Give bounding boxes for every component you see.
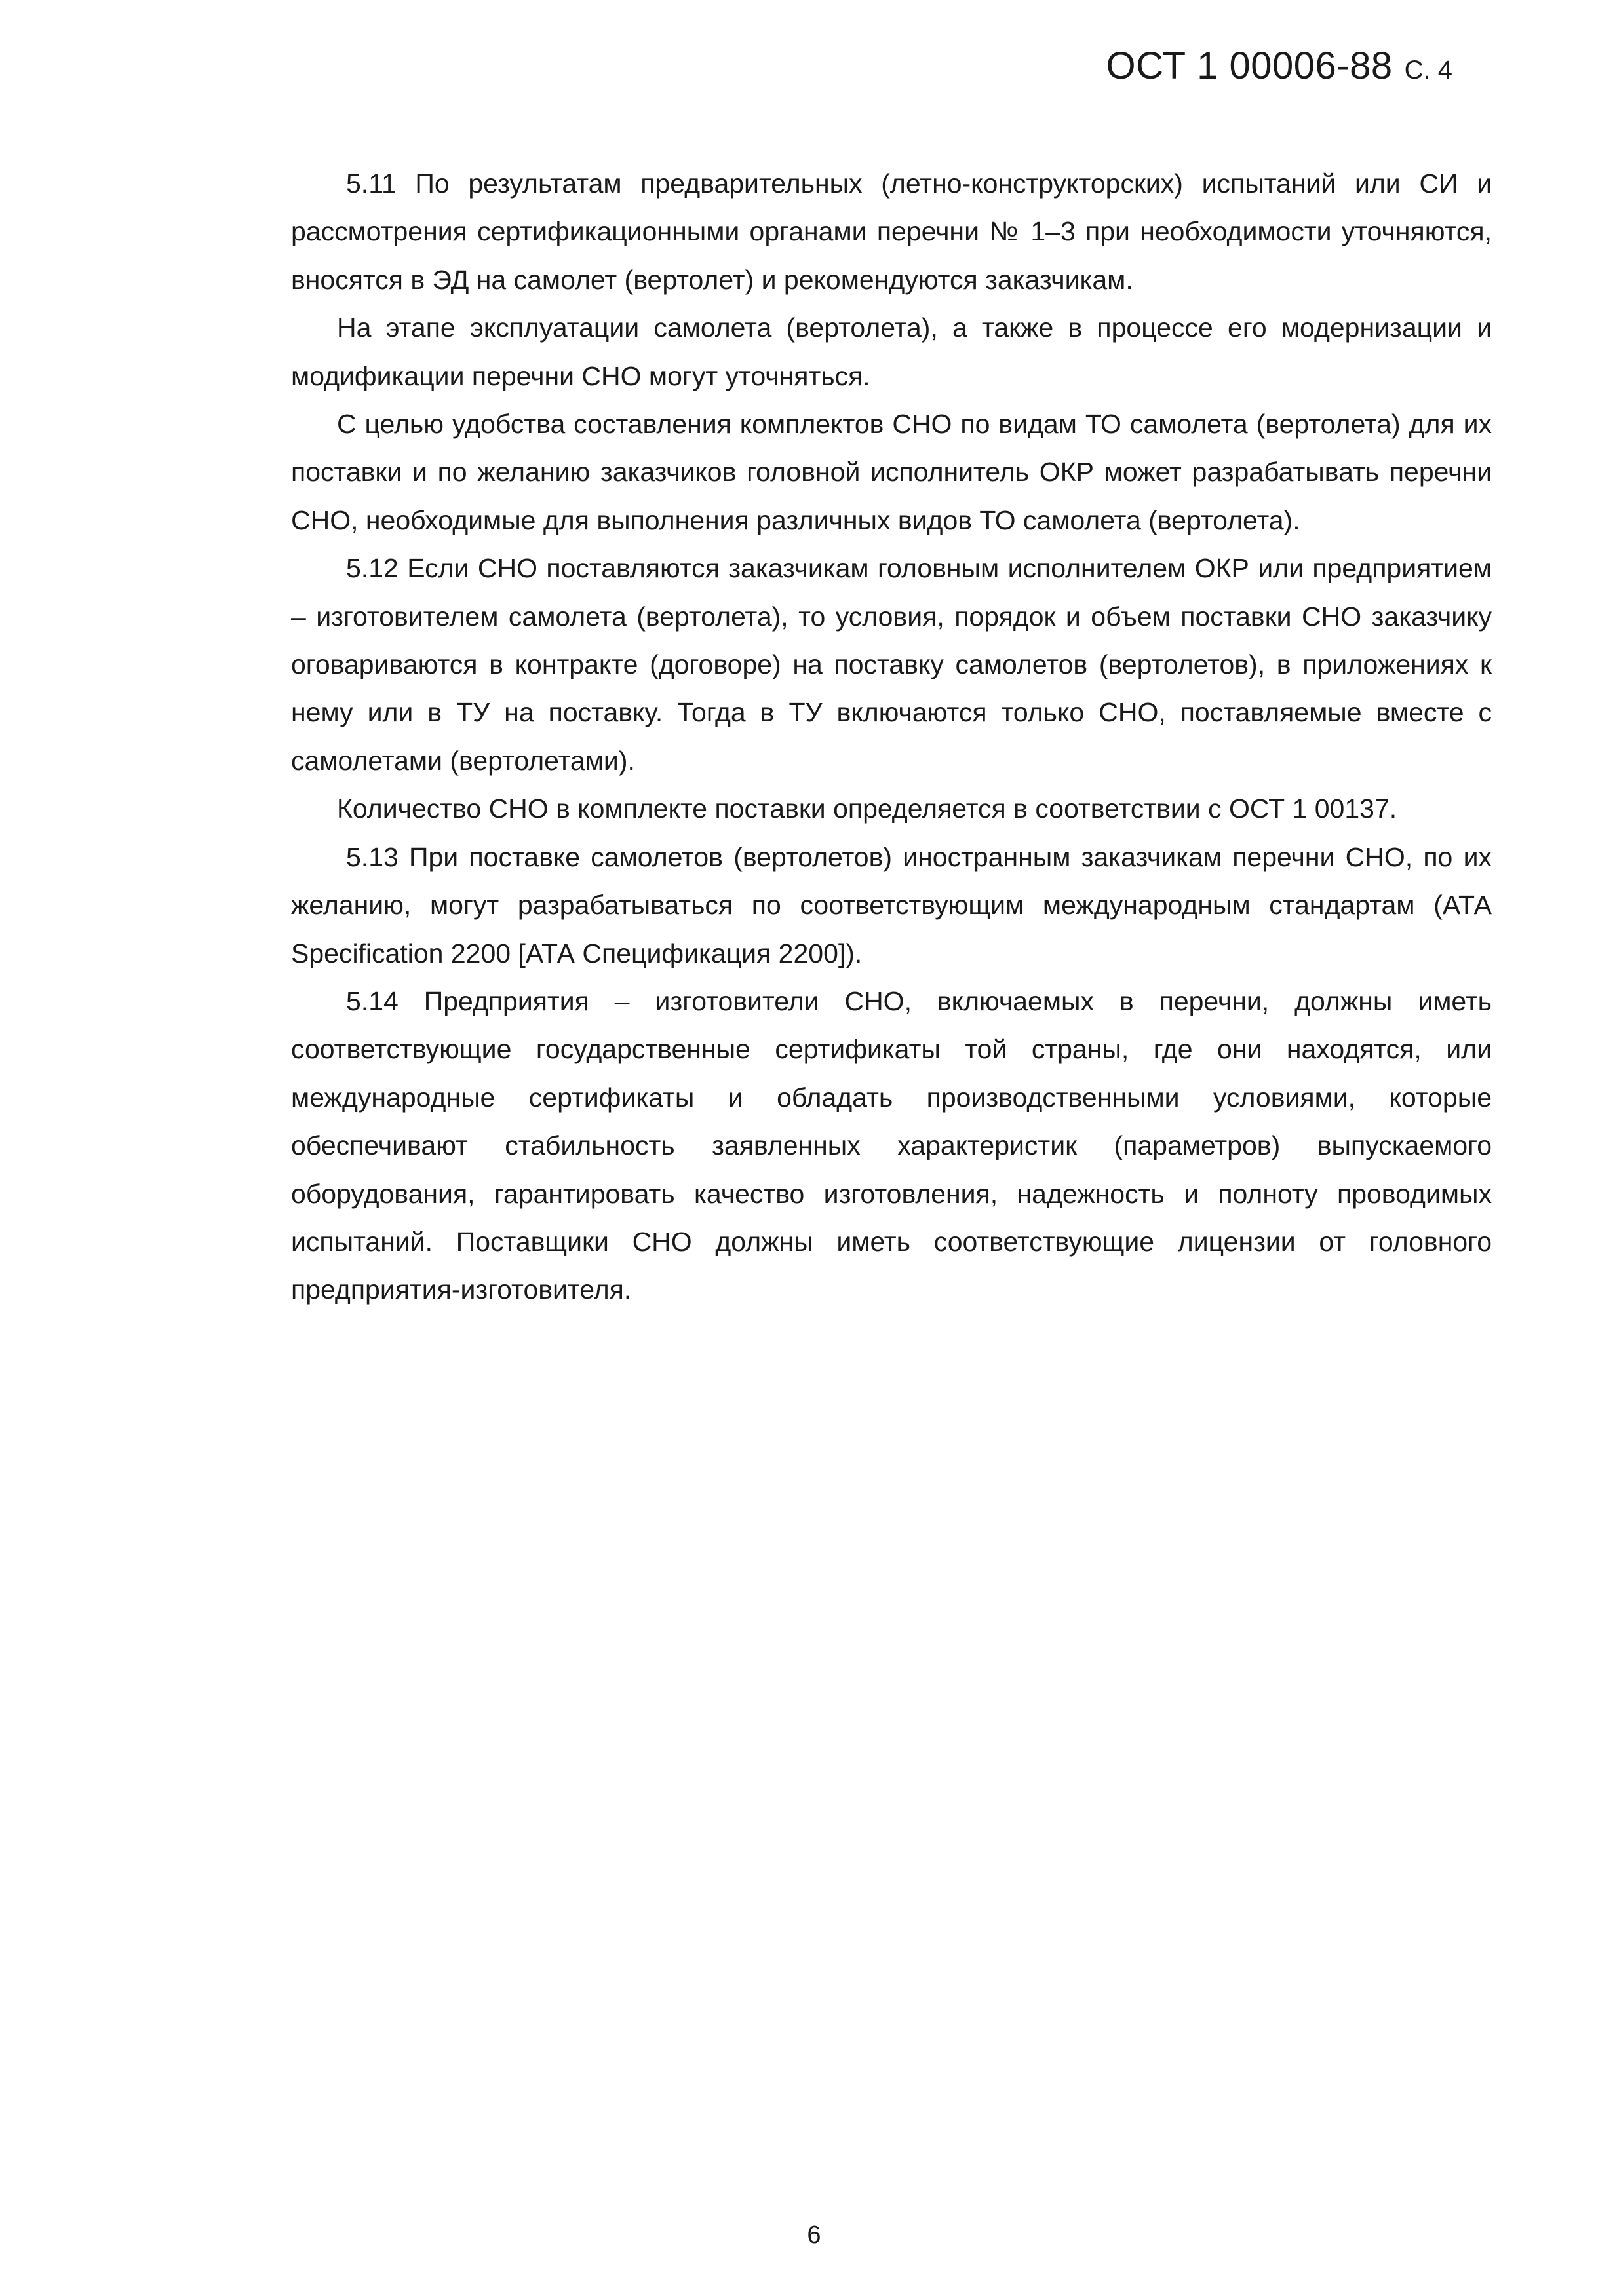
paragraph-operation-stage: На этапе эксплуатации самолета (вертолета), а также в процессе его модернизации и модификации перечни СНО могут уточняться. — [291, 313, 1492, 391]
paragraph-5-14: 5.14 Предприятия – изготовители СНО, включаемых в перечни, должны иметь соответствующие государственные сертификаты той страны, где они находятся, или международные сертификаты и обладать производственными условиями, которые обеспечивают стабильность заявленных характеристик (параметров) выпускаемого оборудования, гарантировать качество изготовления, надежность и полноту проводимых испытаний. Поставщики СНО должны иметь соответствующие лицензии от головного предприятия-изготовителя. — [291, 985, 1492, 1305]
paragraph-sno-quantity: Количество СНО в комплекте поставки определяется в соответствии с ОСТ 1 00137. — [337, 794, 1397, 824]
page-reference: С. 4 — [1404, 56, 1452, 85]
paragraph-sno-kits: С целью удобства составления комплектов СНО по видам ТО самолета (вертолета) для их поставки и по желанию заказчиков головной исполнитель ОКР может разрабатывать перечни СНО, необходимые для выполнения различных видов ТО самолета (вертолета). — [291, 409, 1492, 535]
paragraph-5-12: 5.12 Если СНО поставляются заказчикам головным исполнителем ОКР или предприятием – изготовителем самолета (вертолета), то условия, порядок и объем поставки СНО заказчику оговариваются в контракте (договоре) на поставку самолетов (вертолетов), в приложениях к нему или в ТУ на поставку. Тогда в ТУ включаются только СНО, поставляемые вместе с самолетами (вертолетами). — [291, 553, 1492, 776]
paragraph-5-11: 5.11 По результатам предварительных (летно-конструкторских) испытаний или СИ и рассмотрения сертификационными органами перечни № 1–3 при необходимости уточняются, вносятся в ЭД на самолет (вертолет) и рекомендуются заказчикам. — [291, 168, 1492, 295]
document-header — [1106, 47, 1452, 85]
paragraph-5-13: 5.13 При поставке самолетов (вертолетов) иностранным заказчикам перечни СНО, по их желанию, могут разрабатываться по соответствующим международным стандартам (АТА Specification 2200 [АТА Спецификация 2200]). — [291, 841, 1492, 968]
page-number: 6 — [807, 2221, 821, 2249]
document-body — [291, 160, 1492, 1314]
document-code: ОСТ 1 00006-88 — [1106, 45, 1393, 87]
